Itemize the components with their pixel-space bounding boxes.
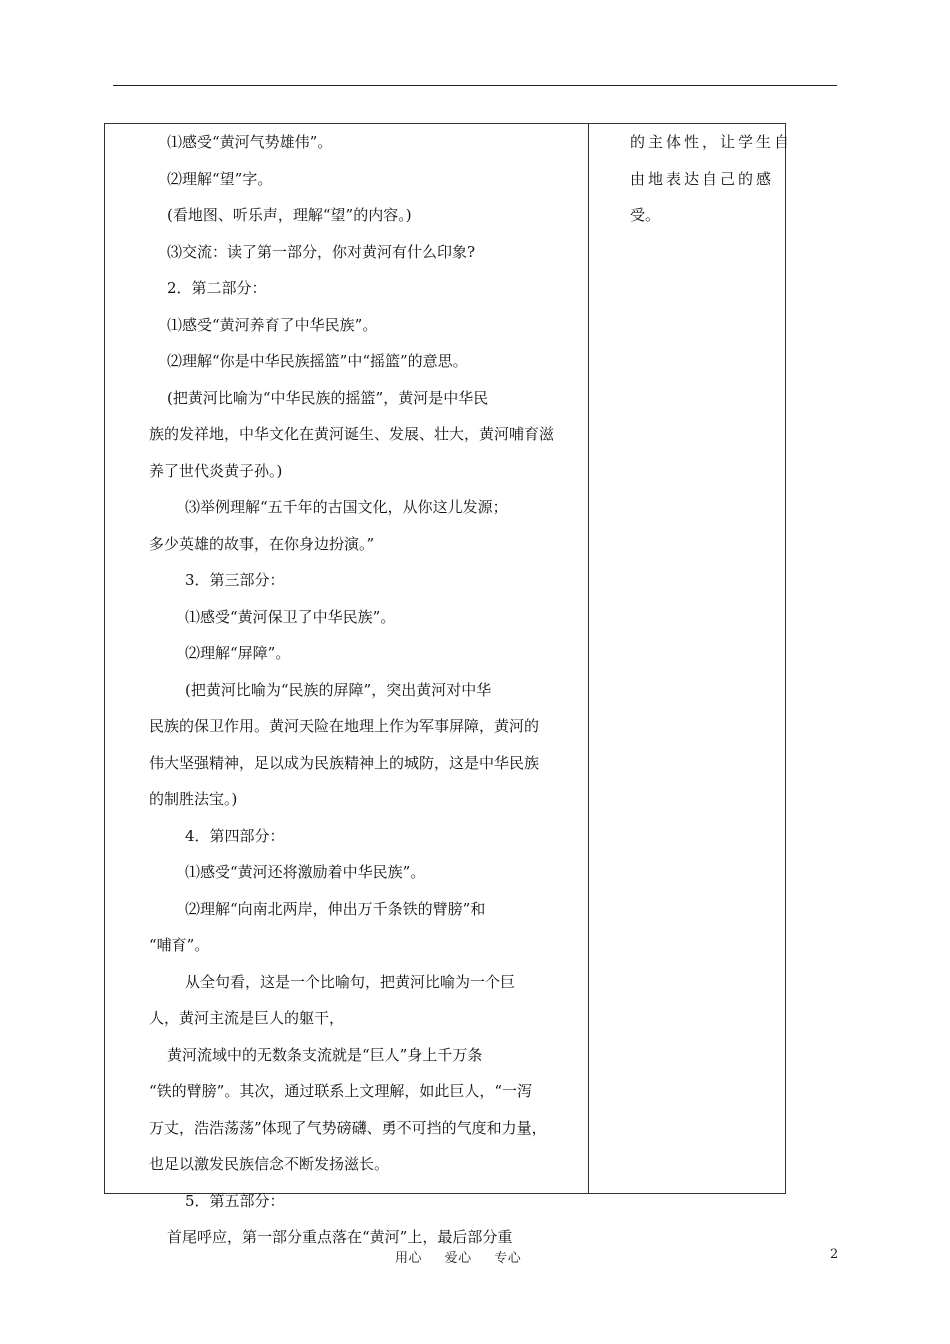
text-line: ⑵理解“屏障”。 <box>185 644 291 662</box>
header-rule <box>113 85 837 86</box>
text-line: “哺育”。 <box>149 936 210 954</box>
text-line: ⑴感受“黄河气势雄伟”。 <box>167 133 333 151</box>
text-line: 5．第五部分： <box>185 1191 285 1210</box>
text-line: ⑶交流：读了第一部分，你对黄河有什么印象? <box>167 242 476 261</box>
side-text-line: 由地表达自己的感 <box>630 169 775 188</box>
text-line: ⑴感受“黄河还将激励着中华民族”。 <box>185 863 426 881</box>
text-line: “铁的臂膀”。其次，通过联系上文理解，如此巨人，“一泻 <box>149 1082 533 1100</box>
text-line: 也足以激发民族信念不断发扬滋长。 <box>149 1155 390 1173</box>
text-line: 伟大坚强精神，足以成为民族精神上的城防，这是中华民族 <box>149 753 540 772</box>
teaching-process-cell <box>149 124 589 1256</box>
side-text-line: 的主体性，让学生自 <box>630 133 793 151</box>
text-line: 首尾呼应，第一部分重点落在“黄河”上，最后部分重 <box>167 1228 513 1246</box>
text-line: 万丈，浩浩荡荡”体现了气势磅礴、勇不可挡的气度和力量， <box>149 1118 547 1137</box>
text-line: ⑴感受“黄河养育了中华民族”。 <box>167 315 378 334</box>
text-line: (把黄河比喻为“民族的屏障”，突出黄河对中华 <box>185 680 492 699</box>
text-line: ⑵理解“你是中华民族摇篮”中“摇篮”的意思。 <box>167 352 468 370</box>
text-line: ⑴感受“黄河保卫了中华民族”。 <box>185 607 396 626</box>
text-line: (把黄河比喻为“中华民族的摇篮”，黄河是中华民 <box>167 388 489 407</box>
text-line: (看地图、听乐声，理解“望”的内容。) <box>167 206 412 224</box>
text-line: 的制胜法宝。) <box>149 790 238 808</box>
text-line: 黄河流域中的无数条支流就是“巨人”身上千万条 <box>167 1045 483 1064</box>
text-line: 从全句看，这是一个比喻句，把黄河比喻为一个巨 <box>185 972 516 991</box>
text-line: 民族的保卫作用。黄河天险在地理上作为军事屏障，黄河的 <box>149 717 540 735</box>
text-line: ⑶举例理解“五千年的古国文化，从你这儿发源； <box>185 498 508 516</box>
page-number: 2 <box>830 1247 839 1262</box>
text-line: 4．第四部分： <box>185 826 285 845</box>
text-line: 养了世代炎黄子孙。) <box>149 461 283 480</box>
text-line: 多少英雄的故事，在你身边扮演。” <box>149 534 375 553</box>
lesson-plan-table <box>104 123 793 1246</box>
text-line: 2．第二部分： <box>167 279 267 297</box>
text-line: 3．第三部分： <box>185 571 285 589</box>
footer-motto: 用心 爱心 专心 <box>395 1251 522 1266</box>
side-text-line: 受。 <box>630 206 661 224</box>
text-line: 族的发祥地，中华文化在黄河诞生、发展、壮大，黄河哺育滋 <box>149 425 555 443</box>
design-intent-cell <box>630 124 793 234</box>
text-line: ⑵理解“望”字。 <box>167 169 273 188</box>
text-line: ⑵理解“向南北两岸，伸出万千条铁的臂膀”和 <box>185 899 486 918</box>
text-line: 人，黄河主流是巨人的躯干， <box>149 1009 345 1027</box>
